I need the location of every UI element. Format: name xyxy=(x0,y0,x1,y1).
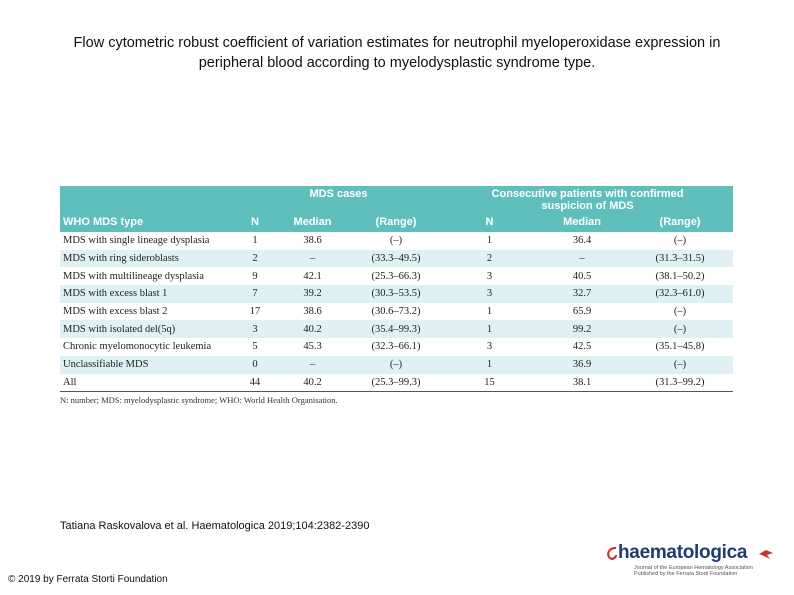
cell-range1: (25.3–99.3) xyxy=(350,374,442,392)
table-body xyxy=(60,232,733,392)
table-row xyxy=(60,267,733,285)
copyright-notice: © 2019 by Ferrata Storti Foundation xyxy=(8,574,168,585)
cell-type: MDS with excess blast 2 xyxy=(60,303,235,321)
cell-median1: – xyxy=(275,250,350,268)
cell-range2: (–) xyxy=(627,232,733,250)
group-header-mds-cases: MDS cases xyxy=(235,186,442,212)
cell-n1: 1 xyxy=(235,232,275,250)
cell-n2: 2 xyxy=(442,250,537,268)
table-row xyxy=(60,356,733,374)
cell-median1: 40.2 xyxy=(275,374,350,392)
logo-wordmark: haematologica xyxy=(618,542,748,563)
cell-n1: 3 xyxy=(235,320,275,338)
cell-range1: (25.3–66.3) xyxy=(350,267,442,285)
cell-range2: (–) xyxy=(627,303,733,321)
cell-range2: (31.3–31.5) xyxy=(627,250,733,268)
cell-type: Chronic myelomonocytic leukemia xyxy=(60,338,235,356)
col-header-n2: N xyxy=(442,212,537,232)
logo-tagline-2: Published by the Ferrata Storti Foundation xyxy=(634,571,738,577)
cell-range1: (32.3–66.1) xyxy=(350,338,442,356)
cell-range2: (32.3–61.0) xyxy=(627,285,733,303)
cell-median1: 42.1 xyxy=(275,267,350,285)
cell-median2: – xyxy=(537,250,627,268)
cell-n1: 7 xyxy=(235,285,275,303)
cell-type: MDS with excess blast 1 xyxy=(60,285,235,303)
table-row xyxy=(60,303,733,321)
cell-median2: 38.1 xyxy=(537,374,627,392)
cell-n1: 9 xyxy=(235,267,275,285)
table-footnote: N: number; MDS: myelodysplastic syndrome; WHO: World Health Organisation. xyxy=(60,395,338,406)
table-row xyxy=(60,285,733,303)
cell-range2: (31.3–99.2) xyxy=(627,374,733,392)
cell-n2: 1 xyxy=(442,303,537,321)
cell-range1: (33.3–49.5) xyxy=(350,250,442,268)
cell-median2: 36.9 xyxy=(537,356,627,374)
haematologica-logo xyxy=(600,542,780,578)
cell-n1: 2 xyxy=(235,250,275,268)
logo-tagline-1: Journal of the European Hematology Association xyxy=(634,565,753,571)
cell-median1: 38.6 xyxy=(275,232,350,250)
col-header-type: WHO MDS type xyxy=(60,212,235,232)
cell-range1: (–) xyxy=(350,232,442,250)
cell-n2: 3 xyxy=(442,285,537,303)
cell-type: MDS with single lineage dysplasia xyxy=(60,232,235,250)
cell-median1: 39.2 xyxy=(275,285,350,303)
col-header-range2: (Range) xyxy=(627,212,733,232)
cell-n1: 17 xyxy=(235,303,275,321)
cell-type: MDS with ring sideroblasts xyxy=(60,250,235,268)
table-row xyxy=(60,250,733,268)
col-header-range1: (Range) xyxy=(350,212,442,232)
cell-n1: 0 xyxy=(235,356,275,374)
logo-emblem-icon xyxy=(758,548,774,560)
cell-n2: 1 xyxy=(442,232,537,250)
slide-title: Flow cytometric robust coefficient of variation estimates for neutrophil myeloperoxidase expression in peripheral blood according to myelodysplastic syndrome type. xyxy=(73,35,721,71)
cell-range2: (–) xyxy=(627,356,733,374)
citation: Tatiana Raskovalova et al. Haematologica 2019;104:2382-2390 xyxy=(60,520,370,532)
cell-range2: (35.1–45.8) xyxy=(627,338,733,356)
cell-median1: 40.2 xyxy=(275,320,350,338)
cell-n1: 44 xyxy=(235,374,275,392)
cell-median2: 99.2 xyxy=(537,320,627,338)
cell-n2: 3 xyxy=(442,267,537,285)
mds-cv-table xyxy=(60,186,733,392)
cell-median1: 45.3 xyxy=(275,338,350,356)
col-header-n1: N xyxy=(235,212,275,232)
cell-n2: 1 xyxy=(442,320,537,338)
table-row-total xyxy=(60,374,733,392)
cell-median2: 36.4 xyxy=(537,232,627,250)
cell-n2: 15 xyxy=(442,374,537,392)
cell-type: Unclassifiable MDS xyxy=(60,356,235,374)
cell-range1: (30.3–53.5) xyxy=(350,285,442,303)
cell-median1: 38.6 xyxy=(275,303,350,321)
col-header-median1: Median xyxy=(275,212,350,232)
cell-range1: (–) xyxy=(350,356,442,374)
column-header-row xyxy=(60,212,733,232)
cell-median2: 42.5 xyxy=(537,338,627,356)
table-row xyxy=(60,338,733,356)
group-header-consecutive: Consecutive patients with confirmed suspicion of MDS xyxy=(442,186,733,212)
cell-range1: (30.6–73.2) xyxy=(350,303,442,321)
cell-range1: (35.4–99.3) xyxy=(350,320,442,338)
cell-n2: 3 xyxy=(442,338,537,356)
table-row xyxy=(60,232,733,250)
col-header-median2: Median xyxy=(537,212,627,232)
cell-type: MDS with multilineage dysplasia xyxy=(60,267,235,285)
cell-median2: 32.7 xyxy=(537,285,627,303)
cell-n2: 1 xyxy=(442,356,537,374)
cell-median2: 40.5 xyxy=(537,267,627,285)
cell-range2: (38.1–50.2) xyxy=(627,267,733,285)
cell-n1: 5 xyxy=(235,338,275,356)
cell-type: MDS with isolated del(5q) xyxy=(60,320,235,338)
group-header-row xyxy=(60,186,733,212)
cell-median2: 65.9 xyxy=(537,303,627,321)
cell-median1: – xyxy=(275,356,350,374)
cell-type: All xyxy=(60,374,235,392)
table-row xyxy=(60,320,733,338)
data-table-container xyxy=(60,186,733,405)
cell-range2: (–) xyxy=(627,320,733,338)
